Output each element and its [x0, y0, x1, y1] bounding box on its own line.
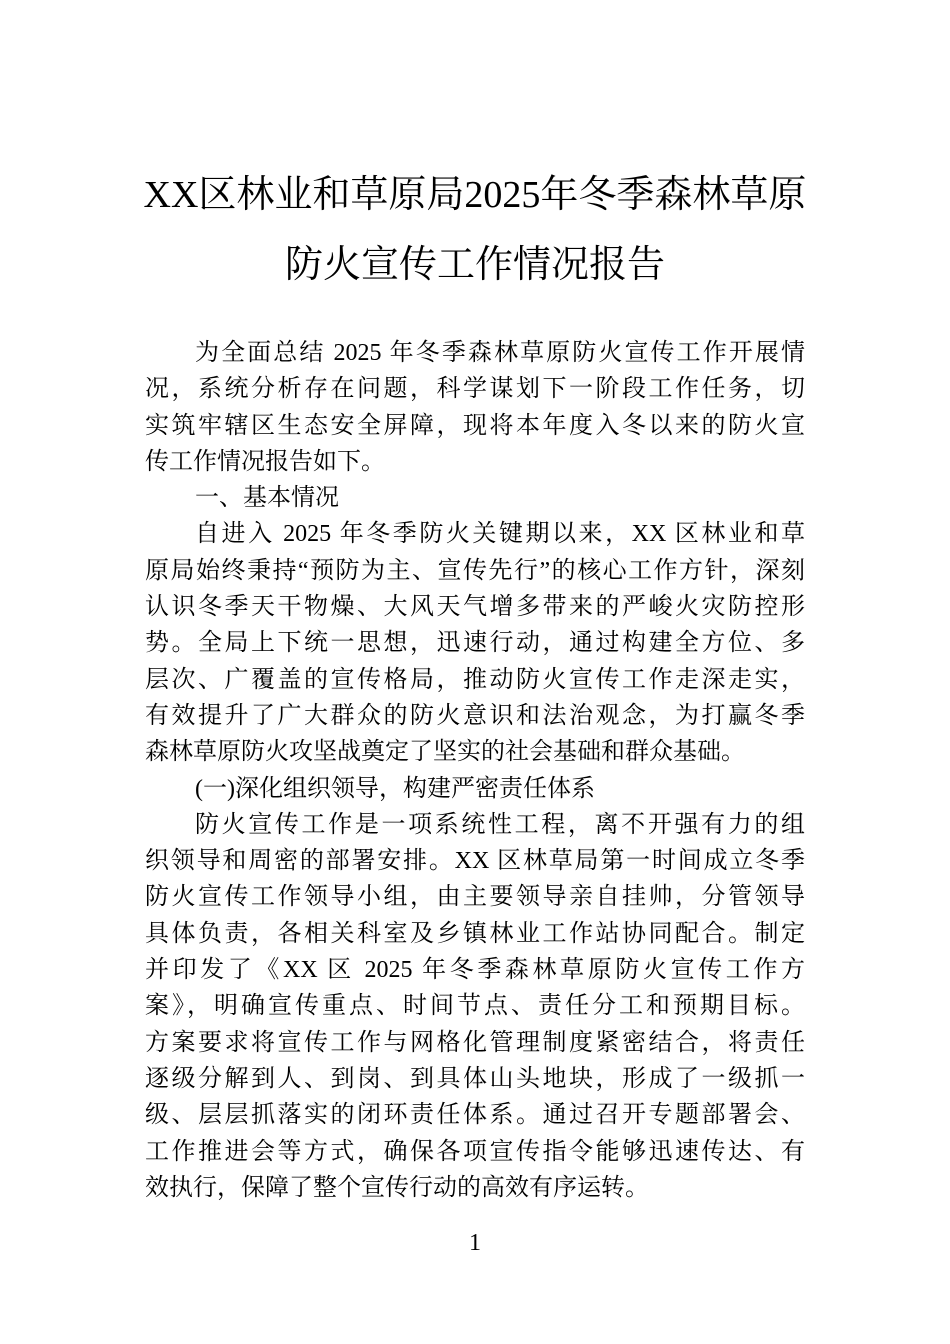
- paragraph-line: 工作推进会等方式，确保各项宣传指令能够迅速传达、有: [145, 1138, 805, 1165]
- heading-text: (一)深化组织领导，构建严密责任体系: [195, 775, 595, 802]
- section-heading: [145, 771, 805, 807]
- paragraph-line: 织领导和周密的部署安排。XX 区林草局第一时间成立冬季: [145, 848, 805, 875]
- paragraph: [145, 807, 805, 1206]
- paragraph-line: 原局始终秉持“预防为主、宣传先行”的核心工作方针，深刻: [145, 557, 805, 584]
- paragraph-line: 层次、广覆盖的宣传格局，推动防火宣传工作走深走实，: [145, 666, 805, 693]
- paragraph-line: 况，系统分析存在问题，科学谋划下一阶段工作任务，切: [145, 376, 805, 403]
- paragraph-line: 实筑牢辖区生态安全屏障，现将本年度入冬以来的防火宣: [145, 412, 805, 439]
- paragraph-line: 传工作情况报告如下。: [145, 448, 385, 475]
- paragraph-line: 为全面总结 2025 年冬季森林草原防火宣传工作开展情: [195, 340, 805, 366]
- paragraph-line: 并印发了《XX 区 2025 年冬季森林草原防火宣传工作方: [145, 957, 805, 984]
- section-heading: [145, 480, 805, 516]
- document-title-line-1: XX区林业和草原局2025年冬季森林草原: [143, 174, 807, 216]
- paragraph: [145, 516, 805, 770]
- page-number: 1: [469, 1230, 481, 1257]
- paragraph-line: 势。全局上下统一思想，迅速行动，通过构建全方位、多: [145, 630, 805, 657]
- paragraph-line: 方案要求将宣传工作与网格化管理制度紧密结合，将责任: [145, 1029, 805, 1056]
- paragraph-line: 案》，明确宣传重点、时间节点、责任分工和预期目标。: [145, 993, 805, 1020]
- paragraph-line: 认识冬季天干物燥、大风天气增多带来的严峻火灾防控形: [145, 594, 805, 621]
- document-body: [145, 335, 805, 1206]
- document-title-line-2: 防火宣传工作情况报告: [284, 244, 665, 286]
- paragraph-line: 防火宣传工作领导小组，由主要领导亲自挂帅，分管领导: [145, 884, 805, 911]
- paragraph-line: 效执行，保障了整个宣传行动的高效有序运转。: [145, 1174, 649, 1201]
- paragraph-line: 森林草原防火攻坚战奠定了坚实的社会基础和群众基础。: [145, 739, 745, 766]
- paragraph-line: 具体负责，各相关科室及乡镇林业工作站协同配合。制定: [145, 920, 805, 947]
- heading-text: 一、基本情况: [195, 485, 339, 512]
- paragraph-line: 逐级分解到人、到岗、到具体山头地块，形成了一级抓一: [145, 1065, 805, 1092]
- paragraph-line: 自进入 2025 年冬季防火关键期以来，XX 区林业和草: [195, 521, 805, 548]
- paragraph-line: 防火宣传工作是一项系统性工程，离不开强有力的组: [195, 811, 805, 838]
- paragraph-line: 级、层层抓落实的闭环责任体系。通过召开专题部署会、: [145, 1102, 805, 1129]
- paragraph-line: 有效提升了广大群众的防火意识和法治观念，为打赢冬季: [145, 702, 805, 729]
- paragraph: [145, 335, 805, 480]
